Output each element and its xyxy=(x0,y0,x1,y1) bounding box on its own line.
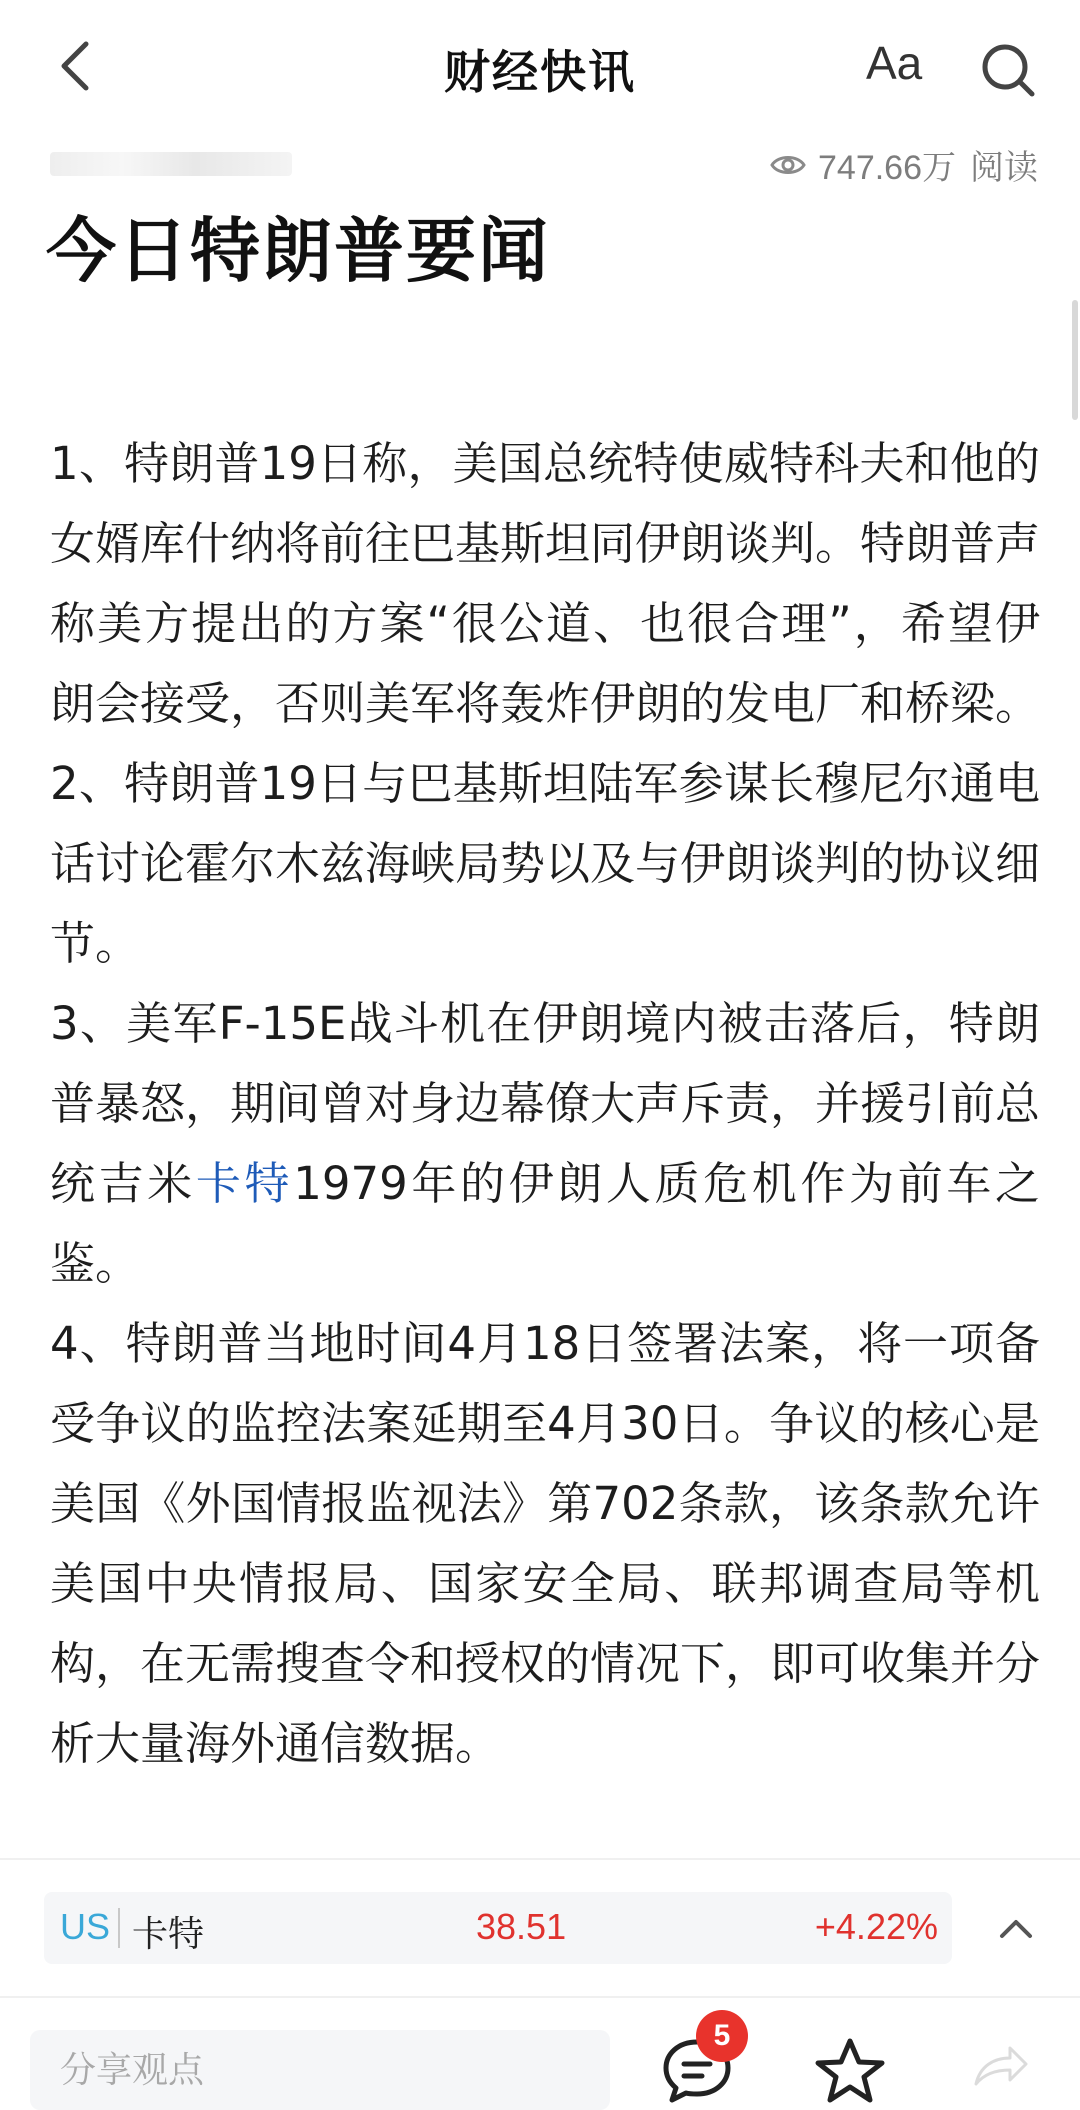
divider xyxy=(0,1858,1080,1860)
view-count-value: 747.66万 xyxy=(818,149,956,187)
chevron-up-icon xyxy=(994,1906,1038,1950)
font-size-button[interactable]: Aa xyxy=(866,37,923,89)
share-button[interactable] xyxy=(970,2044,1030,2088)
eye-icon xyxy=(770,151,806,179)
article-paragraph-4: 4、特朗普当地时间4月18日签署法案，将一项备受争议的监控法案延期至4月30日。争议的核心是美国《外国情报监视法》第702条款，该条款允许美国中央情报局、国家安全局、联邦调查局等机构，在无需搜查令和授权的情况下，即可收集并分析大量海外通信数据。 xyxy=(50,1317,1041,1770)
view-count-unit: 阅读 xyxy=(970,149,1038,187)
stock-link-carter[interactable]: 卡特 xyxy=(195,1157,294,1210)
top-nav-bar xyxy=(0,0,1080,132)
blurred-source-name xyxy=(50,152,292,176)
paragraph-3-text-before: 3、美军F-15E战斗机在伊朗境内被击落后，特朗普暴怒，期间曾对身边幕僚大声斥责，并援引前总统吉米 xyxy=(50,997,1041,1210)
article-meta-row xyxy=(0,132,1080,196)
stock-bar-toggle-button[interactable] xyxy=(994,1906,1038,1950)
view-count xyxy=(770,140,1038,189)
search-button[interactable] xyxy=(978,40,1038,100)
article-title: 今日特朗普要闻 xyxy=(46,210,550,292)
star-icon xyxy=(812,2036,888,2106)
favorite-button[interactable] xyxy=(812,2036,888,2106)
page-title: 财经快讯 xyxy=(444,45,636,99)
stock-change-percent: +4.22% xyxy=(814,1906,938,1947)
stock-separator xyxy=(118,1908,120,1948)
stock-price: 38.51 xyxy=(476,1906,567,1947)
comment-count-badge: 5 xyxy=(696,2010,748,2062)
related-stock-bar[interactable] xyxy=(44,1892,952,1964)
divider xyxy=(0,1996,1080,1998)
article-body xyxy=(50,424,1040,1784)
article-paragraph-1: 1、特朗普19日称，美国总统特使威特科夫和他的女婿库什纳将前往巴基斯坦同伊朗谈判。特朗普声称美方提出的方案“很公道、也很合理”，希望伊朗会接受，否则美军将轰炸伊朗的发电厂和桥梁。 xyxy=(50,437,1041,730)
article-paragraph-3 xyxy=(50,984,1040,1304)
paragraph-3-text-after: 1979年的伊朗人质危机作为前车之鉴。 xyxy=(50,1157,1040,1290)
stock-market-label: US xyxy=(60,1906,111,1947)
scrollbar-thumb[interactable] xyxy=(1072,300,1078,420)
stock-name: 卡特 xyxy=(132,1914,205,1955)
comment-input[interactable] xyxy=(30,2030,610,2110)
article-paragraph-2: 2、特朗普19日与巴基斯坦陆军参谋长穆尼尔通电话讨论霍尔木兹海峡局势以及与伊朗谈判的协议细节。 xyxy=(50,757,1041,970)
share-icon xyxy=(970,2044,1030,2088)
search-icon xyxy=(978,40,1038,100)
